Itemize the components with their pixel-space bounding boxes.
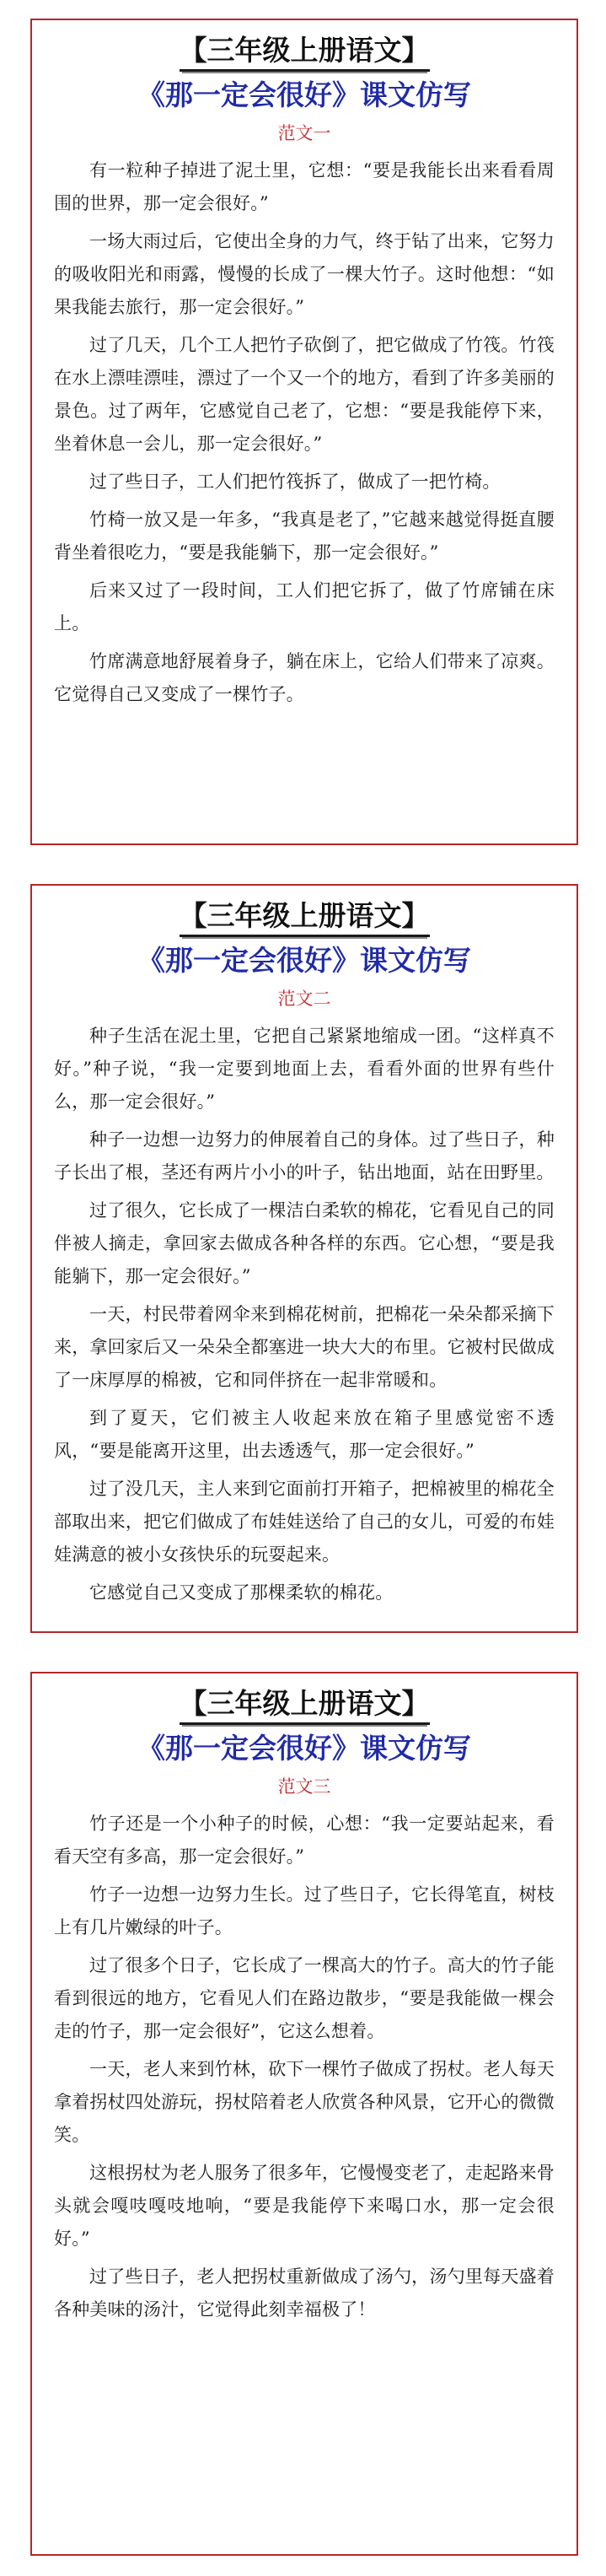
paragraph: 竹子一边想一边努力生长。过了些日子，它长得笔直，树枝上有几片嫩绿的叶子。 xyxy=(54,1884,555,1937)
essay-label: 范文三 xyxy=(277,1776,331,1797)
paragraph: 种子一边想一边努力的伸展着自己的身体。过了些日子，种子长出了根，茎还有两片小小的叶子，钻出地面，站在田野里。 xyxy=(54,1129,555,1183)
paragraph: 过了很多个日子，它长成了一棵高大的竹子。高大的竹子能看到很远的地方，它看见人们在路边散步，“要是我能做一棵会走的竹子，那一定会很好”，它这么想着。 xyxy=(54,1955,555,2041)
paragraph: 过了没几天，主人来到它面前打开箱子，把棉被里的棉花全部取出来，把它们做成了布娃娃送给了自己的女儿，可爱的布娃娃满意的被小女孩快乐的玩耍起来。 xyxy=(54,1479,555,1565)
paragraph: 竹席满意地舒展着身子，躺在床上，它给人们带来了凉爽。它觉得自己又变成了一棵竹子。 xyxy=(54,651,555,704)
grade-title: 【三年级上册语文】 xyxy=(54,899,555,937)
paragraph: 过了些日子，工人们把竹筏拆了，做成了一把竹椅。 xyxy=(89,472,501,492)
grade-title: 【三年级上册语文】 xyxy=(54,34,555,72)
paragraph: 种子生活在泥土里，它把自己紧紧地缩成一团。“这样真不好。”种子说，“我一定要到地面上去，看看外面的世界有些什么，那一定会很好。” xyxy=(54,1026,555,1112)
paragraph: 这根拐杖为老人服务了很多年，它慢慢变老了，走起路来骨头就会嘎吱嘎吱地响，“要是我能停下来喝口水，那一定会很好。” xyxy=(54,2163,555,2249)
essay-label: 范文二 xyxy=(277,989,331,1009)
paragraph: 一天，村民带着网伞来到棉花树前，把棉花一朵朵都采摘下来，拿回家后又一朵朵全都塞进一块大大的布里。它被村民做成了一床厚厚的棉被，它和同伴挤在一起非常暖和。 xyxy=(54,1304,555,1390)
essay-card-1 xyxy=(30,19,578,845)
paragraph: 一天，老人来到竹林，砍下一棵竹子做成了拐杖。老人每天拿着拐杖四处游玩，拐杖陪着老人欣赏各种风景，它开心的微微笑。 xyxy=(54,2059,555,2145)
paragraph: 一场大雨过后，它使出全身的力气，终于钻了出来，它努力的吸收阳光和雨露，慢慢的长成了一棵大竹子。这时他想：“如果我能去旅行，那一定会很好。” xyxy=(54,231,555,317)
paragraph: 它感觉自己又变成了那棵柔软的棉花。 xyxy=(89,1582,394,1603)
lesson-title: 《那一定会很好》课文仿写 xyxy=(137,78,471,111)
paragraph: 竹子还是一个小种子的时候，心想：“我一定要站起来，看看天空有多高，那一定会很好。” xyxy=(54,1813,555,1867)
paragraph: 过了很久，它长成了一棵洁白柔软的棉花，它看见自己的同伴被人摘走，拿回家去做成各种各样的东西。它心想，“要是我能躺下，那一定会很好。” xyxy=(54,1200,555,1286)
essay-card-2 xyxy=(30,884,578,1633)
paragraph: 后来又过了一段时间，工人们把它拆了，做了竹席铺在床上。 xyxy=(54,580,555,633)
lesson-title: 《那一定会很好》课文仿写 xyxy=(137,944,471,977)
lesson-title: 《那一定会很好》课文仿写 xyxy=(137,1732,471,1765)
essay-label: 范文一 xyxy=(277,123,331,143)
grade-title: 【三年级上册语文】 xyxy=(54,1687,555,1725)
paragraph: 竹椅一放又是一年多，“我真是老了，”它越来越觉得挺直腰背坐着很吃力，“要是我能躺下，那一定会很好。” xyxy=(54,509,555,563)
paragraph: 到了夏天，它们被主人收起来放在箱子里感觉密不透风，“要是能离开这里，出去透透气，那一定会很好。” xyxy=(54,1408,555,1461)
paragraph: 过了些日子，老人把拐杖重新做成了汤勺，汤勺里每天盛着各种美味的汤汁，它觉得此刻幸福极了！ xyxy=(54,2266,555,2320)
paragraph: 过了几天，几个工人把竹子砍倒了，把它做成了竹筏。竹筏在水上漂哇漂哇，漂过了一个又一个的地方，看到了许多美丽的景色。过了两年，它感觉自己老了，它想：“要是我能停下来，坐着休息一会儿，那一定会很好。” xyxy=(54,335,555,454)
essay-card-3 xyxy=(30,1672,578,2556)
paragraph: 有一粒种子掉进了泥土里，它想：“要是我能长出来看看周围的世界，那一定会很好。” xyxy=(54,160,555,213)
